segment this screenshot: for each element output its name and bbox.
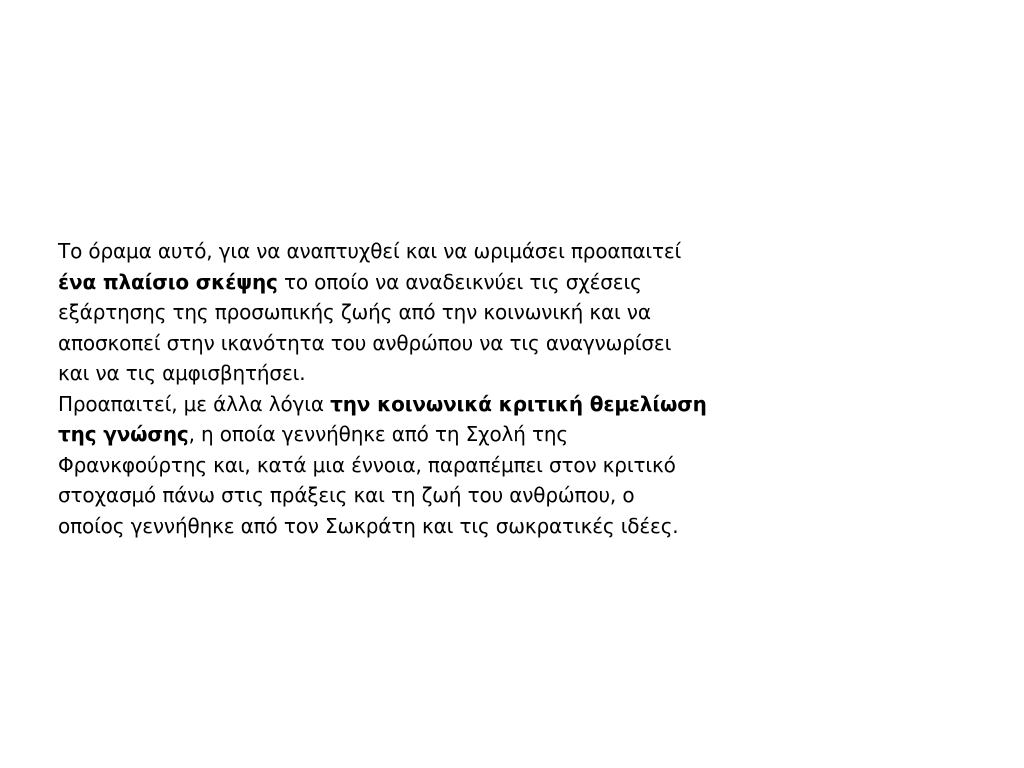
text-line	[58, 236, 798, 267]
text-line	[58, 297, 798, 328]
text-line	[58, 450, 798, 481]
text-segment: και να τις αμφισβητήσει.	[58, 361, 306, 385]
text-segment: οποίος γεννήθηκε από τον Σωκράτη και τις σωκρατικές ιδέες.	[58, 513, 679, 538]
emphasis-text: της γνώσης	[58, 422, 189, 446]
text-segment: αποσκοπεί στην ικανότητα του ανθρώπου να τις αναγνωρίσει	[58, 330, 672, 355]
text-line	[58, 480, 798, 511]
text-segment: εξάρτησης της προσωπικής ζωής από την κοινωνική και να	[58, 300, 651, 324]
text-line	[58, 267, 798, 298]
text-line	[58, 358, 798, 389]
emphasis-text: ένα πλαίσιο σκέψης	[58, 269, 278, 294]
text-segment: το οποίο να αναδεικνύει τις σχέσεις	[277, 269, 642, 294]
text-segment: Το όραμα αυτό, για να αναπτυχθεί και να ωριμάσει προαπαιτεί	[58, 239, 682, 263]
text-line	[58, 328, 798, 359]
body-text	[58, 236, 798, 541]
text-line	[58, 419, 798, 450]
text-segment: , η οποία γεννήθηκε από τη Σχολή της	[188, 422, 568, 446]
text-segment: Φρανκφούρτης και, κατά μια έννοια, παραπέμπει στον κριτικό	[58, 452, 676, 477]
text-segment: στοχασμό πάνω στις πράξεις και τη ζωή του ανθρώπου, ο	[58, 483, 635, 507]
text-line	[58, 511, 798, 542]
text-line	[58, 389, 798, 420]
text-segment: Προαπαιτεί, με άλλα λόγια	[58, 391, 331, 416]
emphasis-text: την κοινωνικά κριτική θεμελίωση	[330, 391, 707, 416]
